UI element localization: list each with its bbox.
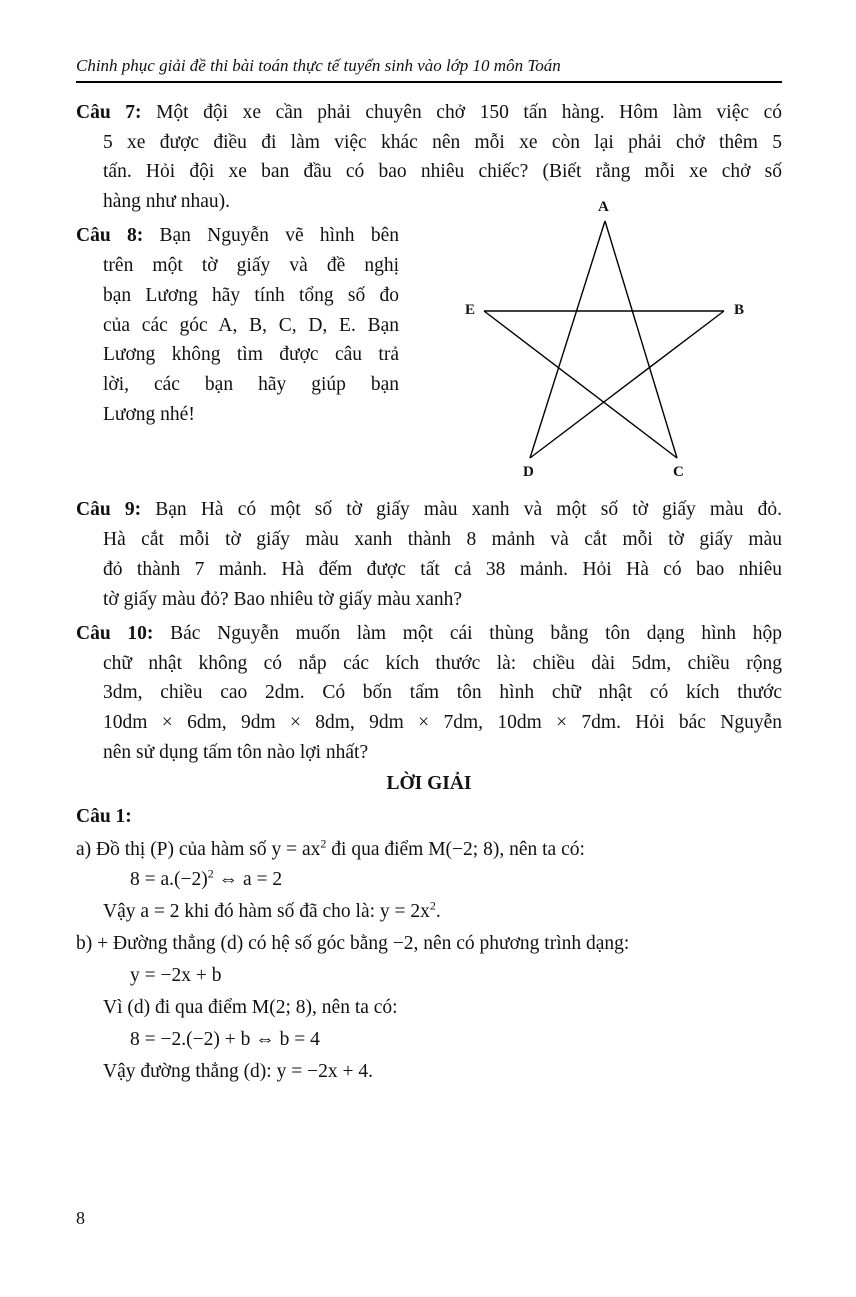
solution-line: Vậy đường thẳng (d): y = −2x + 4. xyxy=(103,1061,373,1082)
vertex-label-d: D xyxy=(523,464,534,480)
vertex-label-e: E xyxy=(465,302,476,318)
edge-db xyxy=(530,311,724,458)
q8-line: Câu 8: Bạn Nguyễn vẽ hình bên xyxy=(76,225,399,246)
solution-line: $8 = a.(-2)^2$ ⇔ a = 2 xyxy=(130,866,283,890)
q10-line: 10dm × 6dm, 9dm × 8dm, 9dm × 7dm, 10dm × 7dm. Hỏi bác Nguyễn xyxy=(103,712,782,733)
solution-heading: LỜI GIẢI xyxy=(386,773,472,794)
q10-line: Câu 10: Bác Nguyễn muốn làm một cái thùng bằng tôn dạng hình hộp xyxy=(76,623,782,644)
q9-line: Câu 9: Bạn Hà có một số tờ giấy màu xanh và một số tờ giấy màu đỏ. xyxy=(76,499,783,520)
solution-line: Vì (d) đi qua điểm M(2; 8), nên ta có: xyxy=(103,997,398,1018)
vertex-label-b: B xyxy=(734,302,745,318)
solution-q1-label: Câu 1: xyxy=(76,806,132,827)
q7-label: Câu 7: xyxy=(76,102,142,123)
q7-line: tấn. Hỏi đội xe ban đầu có bao nhiêu chiếc? (Biết rằng mỗi xe chở số xyxy=(103,161,782,182)
solution-line: b) + Đường thẳng (d) có hệ số góc bằng −2, nên có phương trình dạng: xyxy=(76,933,630,954)
vertex-label-c: C xyxy=(673,464,684,480)
q8-line: Lương không tìm được câu trả xyxy=(103,344,399,365)
q9-line: tờ giấy màu đỏ? Bao nhiêu tờ giấy màu xanh? xyxy=(103,589,463,610)
q8-line: của các góc A, B, C, D, E. Bạn xyxy=(103,315,399,336)
solution-line: Vậy a = 2 khi đó hàm số đã cho là: $y = 2x^2$. xyxy=(103,898,441,922)
pentagram-figure xyxy=(0,0,856,500)
q9-line: đỏ thành 7 mảnh. Hà đếm được tất cả 38 mảnh. Hỏi Hà có bao nhiêu xyxy=(103,559,782,580)
q10-label: Câu 10: xyxy=(76,623,154,644)
q8-line: bạn Lương hãy tính tổng số đo xyxy=(103,285,399,306)
solution-line: a) Đồ thị (P) của hàm số $y = ax^2$ đi qua điểm M(−2; 8), nên ta có: xyxy=(76,836,585,860)
q7-line: 5 xe được điều đi làm việc khác nên mỗi xe còn lại phải chở thêm 5 xyxy=(103,132,782,153)
q9-label: Câu 9: xyxy=(76,499,142,520)
q8-label: Câu 8: xyxy=(76,225,144,246)
edge-ec xyxy=(484,311,677,458)
q10-line: 3dm, chiều cao 2dm. Có bốn tấm tôn hình chữ nhật có kích thước xyxy=(103,682,782,703)
q7-line: hàng như nhau). xyxy=(103,191,230,212)
q10-line: nên sử dụng tấm tôn nào lợi nhất? xyxy=(103,742,369,763)
q8-line: lời, các bạn hãy giúp bạn xyxy=(103,374,399,395)
q10-line: chữ nhật không có nắp các kích thước là: chiều dài 5dm, chiều rộng xyxy=(103,653,782,674)
page-number: 8 xyxy=(76,1208,85,1228)
q7-line: Câu 7: Một đội xe cần phải chuyên chở 150 tấn hàng. Hôm làm việc có xyxy=(76,102,783,123)
q9-line: Hà cắt mỗi tờ giấy màu xanh thành 8 mảnh và cắt mỗi tờ giấy màu xyxy=(103,529,782,550)
solution-line: y = −2x + b xyxy=(130,965,222,986)
edge-ac xyxy=(605,221,677,458)
solution-line: 8 = −2.(−2) + b ⇔ b = 4 xyxy=(130,1029,320,1050)
edge-ad xyxy=(530,221,605,458)
running-header: Chinh phục giải đề thi bài toán thực tế tuyển sinh vào lớp 10 môn Toán xyxy=(76,56,561,75)
q8-line: trên một tờ giấy và đề nghị xyxy=(103,255,399,276)
vertex-label-a: A xyxy=(598,199,609,215)
q8-line: Lương nhé! xyxy=(103,404,195,425)
